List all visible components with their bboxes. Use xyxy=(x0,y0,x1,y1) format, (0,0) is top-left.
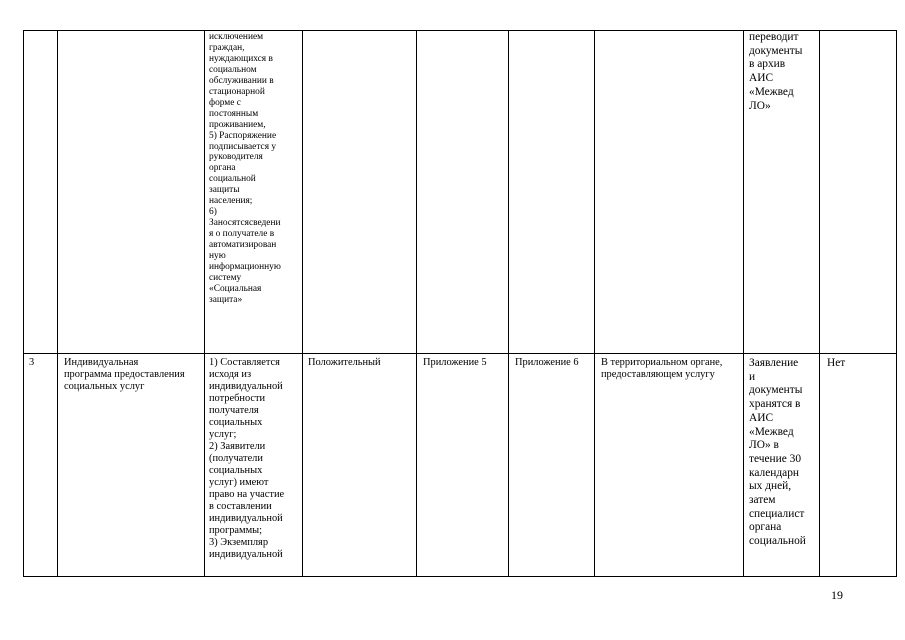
column-divider xyxy=(302,30,303,577)
appendix-5-cell: Приложение 5 xyxy=(423,357,487,368)
last-column-cell: Нет xyxy=(827,357,846,369)
column-divider xyxy=(896,30,897,577)
document-storage-cell: Заявление и документы хранятся в АИС «Межвед ЛО» в течение 30 календарн ых дней, затем специалист органа социальной xyxy=(749,357,806,548)
column-divider xyxy=(594,30,595,577)
prev-row-procedure-cell: исключением граждан, нуждающихся в социальном обслуживании в стационарной форме с постоянным проживанием, 5) Распоряжение подписывается у руководителя органа социальной защиты населения; 6) Заносятсясведени я о получателе в автоматизирован ную информационную систему «Социальная защита» xyxy=(209,32,281,305)
column-divider xyxy=(508,30,509,577)
row-divider xyxy=(23,353,897,354)
column-divider xyxy=(819,30,820,577)
column-divider xyxy=(416,30,417,577)
procedure-cell: 1) Составляется исходя из индивидуальной потребности получателя социальных услуг; 2) Заявители (получатели социальных услуг) имеют право на участие в составлении индивидуальной программы; 3) Экземпляр индивидуальной xyxy=(209,357,285,560)
appendix-6-cell: Приложение 6 xyxy=(515,357,579,368)
prev-row-storage-cell: переводит документы в архив АИС «Межвед ЛО» xyxy=(749,31,803,112)
service-place-cell: В территориальном органе, предоставляющем услугу xyxy=(601,357,723,380)
column-divider xyxy=(204,30,205,577)
service-name-cell: Индивидуальная программа предоставления социальных услуг xyxy=(64,357,185,392)
table-bottom-border xyxy=(23,576,897,577)
result-cell: Положительный xyxy=(308,357,381,368)
column-divider xyxy=(743,30,744,577)
column-divider xyxy=(23,30,24,577)
page-number: 19 xyxy=(831,588,843,602)
row-number: 3 xyxy=(29,357,35,368)
column-divider xyxy=(57,30,58,577)
